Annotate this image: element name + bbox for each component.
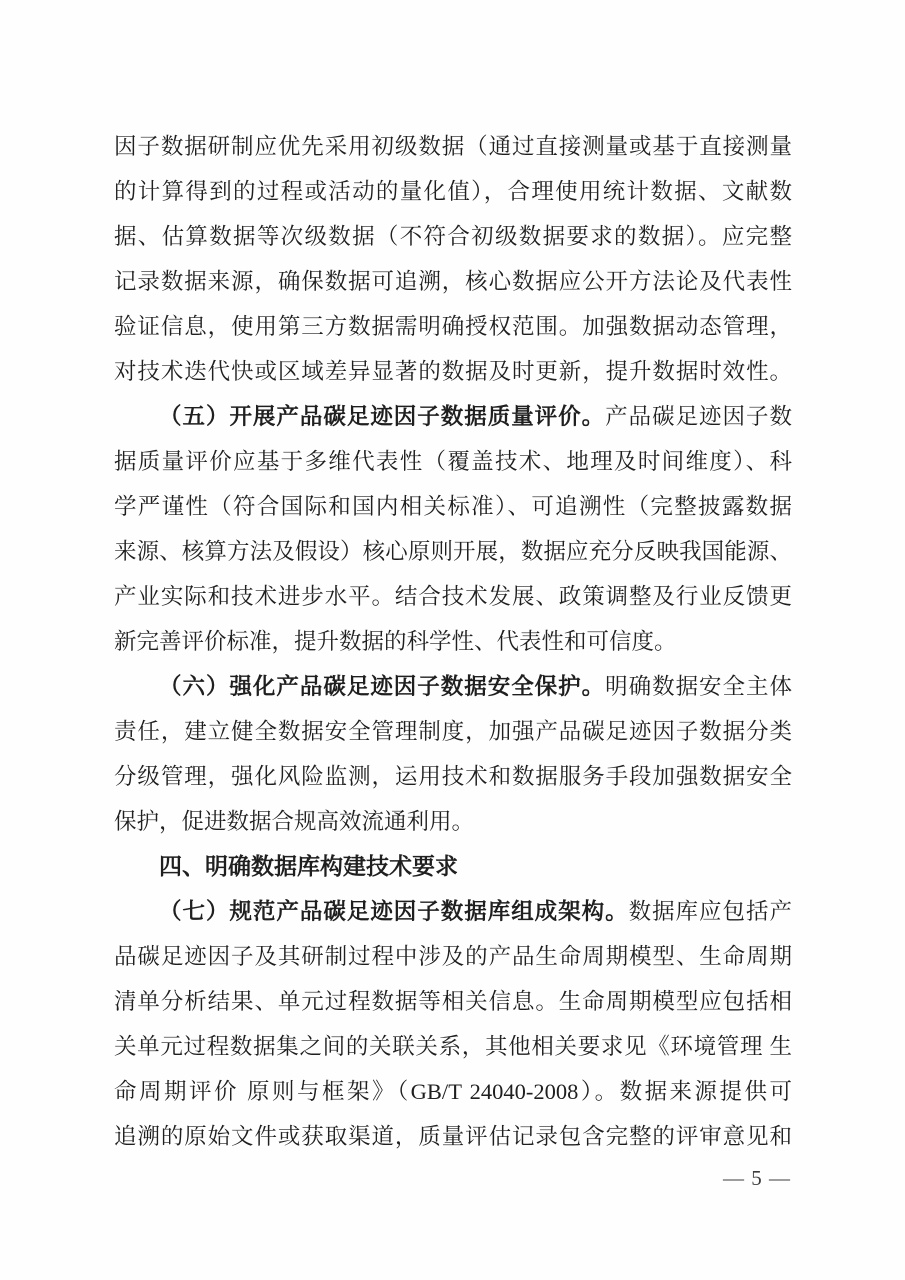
text-line: 新完善评价标准，提升数据的科学性、代表性和可信度。: [114, 629, 677, 654]
text-line: 品碳足迹因子及其研制过程中涉及的产品生命周期模型、生命周期: [114, 944, 792, 969]
text-line: 验证信息，使用第三方数据需明确授权范围。加强数据动态管理，: [114, 314, 792, 339]
text-line: 对技术迭代快或区域差异显著的数据及时更新，提升数据时效性。: [114, 359, 792, 384]
text-line: 据质量评价应基于多维代表性（覆盖技术、地理及时间维度）、科: [114, 449, 792, 474]
section-7-lead-line: [114, 889, 792, 934]
section-7-title: （七）规范产品碳足迹因子数据库组成架构。: [159, 899, 629, 924]
text-block: [114, 124, 792, 1159]
text-line: 清单分析结果、单元过程数据等相关信息。生命周期模型应包括相: [114, 989, 792, 1014]
text-run: 明确数据安全主体: [605, 674, 792, 699]
section-heading: 四、明确数据库构建技术要求: [159, 853, 458, 879]
text-line: 关单元过程数据集之间的关联关系，其他相关要求见《环境管理 生: [114, 1034, 792, 1059]
section-6-lead-line: [114, 664, 792, 709]
text-run: 产品碳足迹因子数: [605, 404, 792, 429]
section-6-title: （六）强化产品碳足迹因子数据安全保护。: [159, 674, 606, 699]
text-line: 追溯的原始文件或获取渠道，质量评估记录包含完整的评审意见和: [114, 1124, 792, 1149]
text-line: 分级管理，强化风险监测，运用技术和数据服务手段加强数据安全: [114, 764, 792, 789]
text-line: 的计算得到的过程或活动的量化值），合理使用统计数据、文献数: [114, 179, 792, 204]
text-line: 责任，建立健全数据安全管理制度，加强产品碳足迹因子数据分类: [114, 719, 792, 744]
text-line: 命周期评价 原则与框架》（GB/T 24040-2008）。数据来源提供可: [114, 1079, 792, 1104]
text-line: 学严谨性（符合国际和国内相关标准）、可追溯性（完整披露数据: [114, 494, 792, 519]
text-line: 记录数据来源，确保数据可追溯，核心数据应公开方法论及代表性: [114, 269, 792, 294]
text-run: 数据库应包括产: [628, 899, 792, 924]
text-line: 保护，促进数据合规高效流通利用。: [114, 809, 475, 834]
text-line: 产业实际和技术进步水平。结合技术发展、政策调整及行业反馈更: [114, 584, 792, 609]
section-5-title: （五）开展产品碳足迹因子数据质量评价。: [159, 404, 606, 429]
text-line: 据、估算数据等次级数据（不符合初级数据要求的数据）。应完整: [114, 224, 792, 249]
page-number: — 5 —: [723, 1166, 791, 1190]
section-5-lead-line: [114, 394, 792, 439]
text-line: 来源、核算方法及假设）核心原则开展，数据应充分反映我国能源、: [114, 539, 792, 564]
text-line: 因子数据研制应优先采用初级数据（通过直接测量或基于直接测量: [114, 134, 792, 159]
